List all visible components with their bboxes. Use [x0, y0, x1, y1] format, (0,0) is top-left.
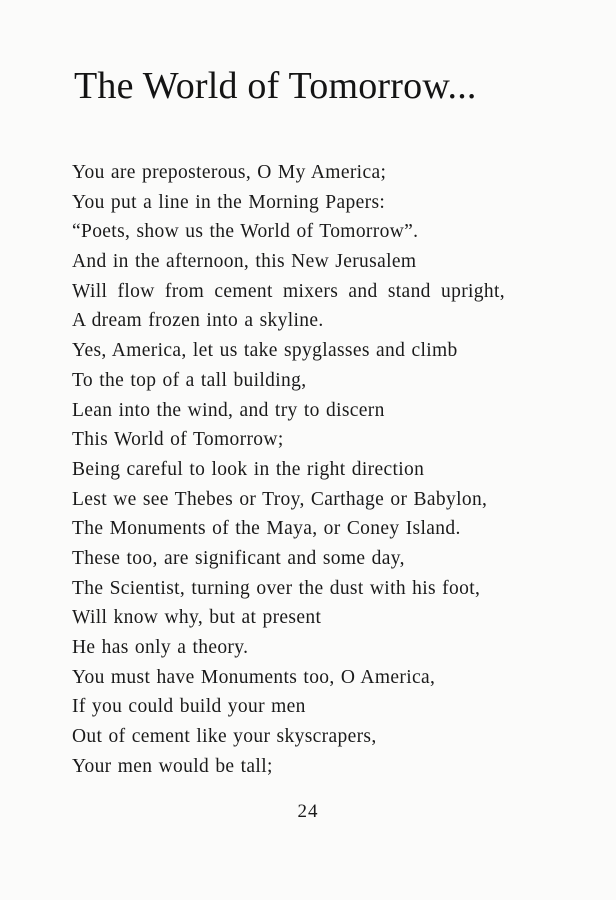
- poem-line: Lean into the wind, and try to discern: [72, 399, 385, 421]
- poem-line: You must have Monuments too, O America,: [72, 666, 436, 688]
- poem-line: To the top of a tall building,: [72, 369, 307, 391]
- poem-line: Will flow from cement mixers and stand upright,: [72, 280, 505, 302]
- poem-line: A dream frozen into a skyline.: [72, 310, 324, 332]
- poem-line: Lest we see Thebes or Troy, Carthage or Babylon,: [72, 488, 488, 510]
- poem-body: [72, 158, 505, 781]
- page-number: 24: [297, 801, 319, 822]
- poem-line: And in the afternoon, this New Jerusalem: [72, 251, 417, 273]
- poem-line: If you could build your men: [72, 696, 306, 718]
- poem-title: The World of Tomorrow...: [74, 65, 477, 107]
- poem-line: He has only a theory.: [72, 637, 249, 658]
- poem-line: You put a line in the Morning Papers:: [72, 191, 386, 213]
- poem-line: Your men would be tall;: [72, 755, 273, 777]
- poem-line: Will know why, but at present: [72, 607, 322, 629]
- poem-line: Out of cement like your skyscrapers,: [72, 726, 377, 748]
- poem-line: Yes, America, let us take spyglasses and climb: [72, 340, 458, 362]
- poem-line: These too, are significant and some day,: [72, 547, 405, 569]
- poem-line: This World of Tomorrow;: [72, 429, 284, 451]
- poem-line: The Scientist, turning over the dust with his foot,: [72, 577, 481, 599]
- poem-line: The Monuments of the Maya, or Coney Island.: [72, 518, 461, 540]
- poem-line: Being careful to look in the right direction: [72, 458, 425, 480]
- poem-line: You are preposterous, O My America;: [72, 162, 387, 183]
- poem-line: “Poets, show us the World of Tomorrow”.: [72, 221, 419, 243]
